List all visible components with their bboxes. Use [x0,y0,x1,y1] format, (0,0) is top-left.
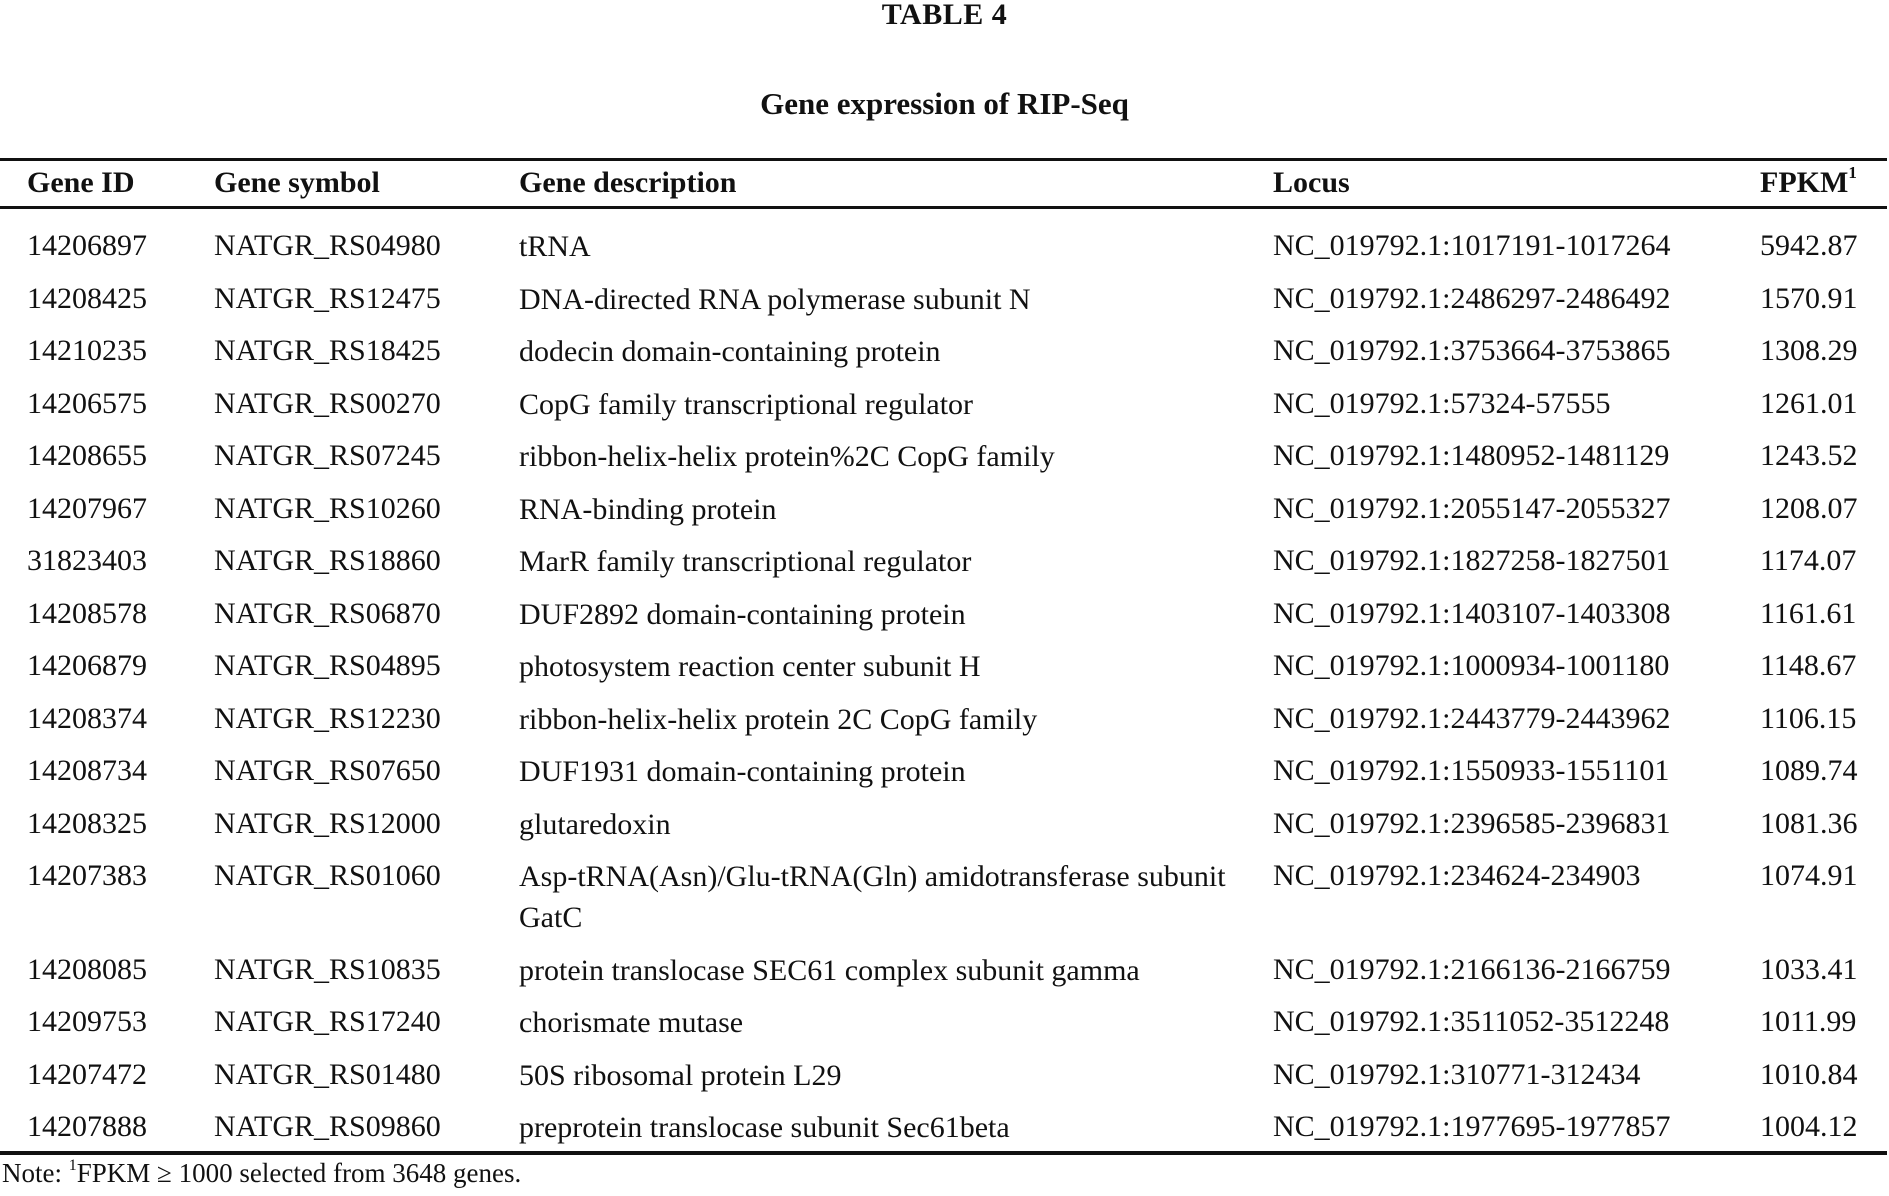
locus-cell: NC_019792.1:1000934-1001180 [1273,649,1670,682]
gene-symbol-cell: NATGR_RS10835 [214,952,441,986]
gene-symbol-cell: NATGR_RS04895 [214,649,441,682]
gene-description-cell: protein translocase SEC61 complex subunit gamma [519,953,1140,987]
gene-symbol-cell: NATGR_RS07245 [214,439,441,472]
gene-description-cell: ribbon-helix-helix protein 2C CopG family [519,702,1038,736]
table-row [0,950,1889,1003]
gene-id-cell: 14206897 [27,229,147,262]
locus-cell: NC_019792.1:2055147-2055327 [1273,491,1671,525]
gene-symbol-cell: NATGR_RS10260 [214,491,441,525]
gene-id-cell: 14209753 [27,1005,147,1038]
fpkm-cell: 1174.07 [1760,544,1857,577]
locus-cell: NC_019792.1:1550933-1551101 [1273,754,1670,787]
gene-id-cell: 14208374 [27,701,147,735]
note-text: FPKM ≥ 1000 selected from 3648 genes. [76,1158,522,1188]
table-row [0,489,1889,542]
table-body [0,226,1889,1160]
gene-id-cell: 14208325 [27,806,147,840]
gene-id-cell: 14208425 [27,281,147,315]
gene-description-cell: DNA-directed RNA polymerase subunit N [519,282,1031,316]
table-note [2,1158,521,1189]
fpkm-cell: 1243.52 [1760,439,1858,472]
gene-description-cell: tRNA [519,230,591,263]
column-header-gene-description: Gene description [519,166,737,199]
gene-id-cell: 14208734 [27,754,147,787]
gene-id-cell: 14208085 [27,952,147,986]
column-header-gene-symbol: Gene symbol [214,166,380,199]
table-row [0,1002,1889,1055]
fpkm-footnote-marker: 1 [1848,163,1857,182]
gene-description-cell: Asp-tRNA(Asn)/Glu-tRNA(Gln) amidotransferase subunit GatC [519,860,1226,934]
locus-cell: NC_019792.1:234624-234903 [1273,859,1641,892]
gene-description-cell: ribbon-helix-helix protein%2C CopG family [519,440,1055,473]
fpkm-cell: 1033.41 [1760,952,1858,986]
table-row [0,384,1889,437]
gene-id-cell: 14208578 [27,596,147,630]
table-row [0,804,1889,857]
table-header [0,163,1889,206]
fpkm-cell: 1261.01 [1760,386,1858,420]
gene-description-cell: CopG family transcriptional regulator [519,387,974,421]
gene-description-cell: MarR family transcriptional regulator [519,545,972,578]
gene-symbol-cell: NATGR_RS04980 [214,229,441,262]
locus-cell: NC_019792.1:1827258-1827501 [1273,544,1671,577]
table-row [0,541,1889,594]
fpkm-cell: 1011.99 [1760,1005,1857,1038]
gene-symbol-cell: NATGR_RS17240 [214,1005,441,1038]
header-rule [0,206,1887,209]
gene-id-cell: 14208655 [27,439,147,472]
table-row [0,436,1889,489]
fpkm-cell: 5942.87 [1760,229,1858,262]
table-row [0,226,1889,279]
table-label: TABLE 4 [881,0,1008,31]
column-header-fpkm [1760,163,1857,200]
table-row [0,699,1889,752]
gene-symbol-cell: NATGR_RS12230 [214,701,441,735]
table-row [0,279,1889,332]
fpkm-cell: 1161.61 [1760,596,1857,630]
gene-id-cell: 14207472 [27,1057,147,1091]
top-rule [0,158,1887,161]
fpkm-cell: 1081.36 [1760,806,1858,840]
locus-cell: NC_019792.1:1403107-1403308 [1273,596,1671,630]
note-footnote-marker: 1 [68,1157,77,1174]
gene-description-cell: DUF2892 domain-containing protein [519,597,966,631]
fpkm-cell: 1208.07 [1760,491,1858,525]
gene-description-cell: chorismate mutase [519,1006,744,1039]
column-header-locus: Locus [1273,166,1350,199]
fpkm-cell: 1004.12 [1760,1110,1858,1143]
bottom-rule [0,1151,1887,1155]
gene-id-cell: 14207383 [27,859,147,892]
locus-cell: NC_019792.1:1977695-1977857 [1273,1110,1671,1143]
gene-symbol-cell: NATGR_RS06870 [214,596,441,630]
fpkm-cell: 1106.15 [1760,701,1857,735]
table-row [0,646,1889,699]
fpkm-cell: 1308.29 [1760,334,1858,367]
gene-symbol-cell: NATGR_RS12000 [214,806,441,840]
table-row [0,856,1889,950]
gene-id-cell: 14210235 [27,334,147,367]
gene-description-cell: RNA-binding protein [519,492,777,526]
column-header-gene-id: Gene ID [27,166,135,199]
gene-id-cell: 14206879 [27,649,147,682]
gene-symbol-cell: NATGR_RS07650 [214,754,441,787]
table-row [0,594,1889,647]
locus-cell: NC_019792.1:3511052-3512248 [1273,1005,1670,1038]
locus-cell: NC_019792.1:2486297-2486492 [1273,281,1671,315]
gene-description-cell: dodecin domain-containing protein [519,335,941,368]
fpkm-label: FPKM [1760,166,1849,199]
gene-id-cell: 14207967 [27,491,147,525]
table-row [0,751,1889,804]
gene-description-cell: photosystem reaction center subunit H [519,650,981,683]
gene-symbol-cell: NATGR_RS00270 [214,386,441,420]
table-row [0,331,1889,384]
locus-cell: NC_019792.1:310771-312434 [1273,1057,1641,1091]
gene-description-cell: DUF1931 domain-containing protein [519,755,966,788]
gene-description-cell: glutaredoxin [519,807,671,841]
table-title: Gene expression of RIP-Seq [760,86,1129,121]
gene-id-cell: 14206575 [27,386,147,420]
locus-cell: NC_019792.1:2166136-2166759 [1273,952,1671,986]
gene-description-cell: preprotein translocase subunit Sec61beta [519,1111,1010,1144]
gene-symbol-cell: NATGR_RS09860 [214,1110,441,1143]
locus-cell: NC_019792.1:57324-57555 [1273,386,1611,420]
fpkm-cell: 1089.74 [1760,754,1858,787]
gene-symbol-cell: NATGR_RS18425 [214,334,441,367]
locus-cell: NC_019792.1:1480952-1481129 [1273,439,1670,472]
locus-cell: NC_019792.1:2396585-2396831 [1273,806,1671,840]
locus-cell: NC_019792.1:2443779-2443962 [1273,701,1671,735]
table-row [0,1055,1889,1108]
gene-id-cell: 31823403 [27,544,147,577]
gene-symbol-cell: NATGR_RS01060 [214,859,441,892]
gene-id-cell: 14207888 [27,1110,147,1143]
gene-description-cell: 50S ribosomal protein L29 [519,1058,842,1092]
fpkm-cell: 1074.91 [1760,859,1858,892]
gene-symbol-cell: NATGR_RS18860 [214,544,441,577]
gene-symbol-cell: NATGR_RS12475 [214,281,441,315]
locus-cell: NC_019792.1:1017191-1017264 [1273,229,1671,262]
fpkm-cell: 1148.67 [1760,649,1857,682]
fpkm-cell: 1010.84 [1760,1057,1858,1091]
locus-cell: NC_019792.1:3753664-3753865 [1273,334,1671,367]
fpkm-cell: 1570.91 [1760,281,1858,315]
note-prefix: Note: [2,1158,69,1188]
gene-symbol-cell: NATGR_RS01480 [214,1057,441,1091]
